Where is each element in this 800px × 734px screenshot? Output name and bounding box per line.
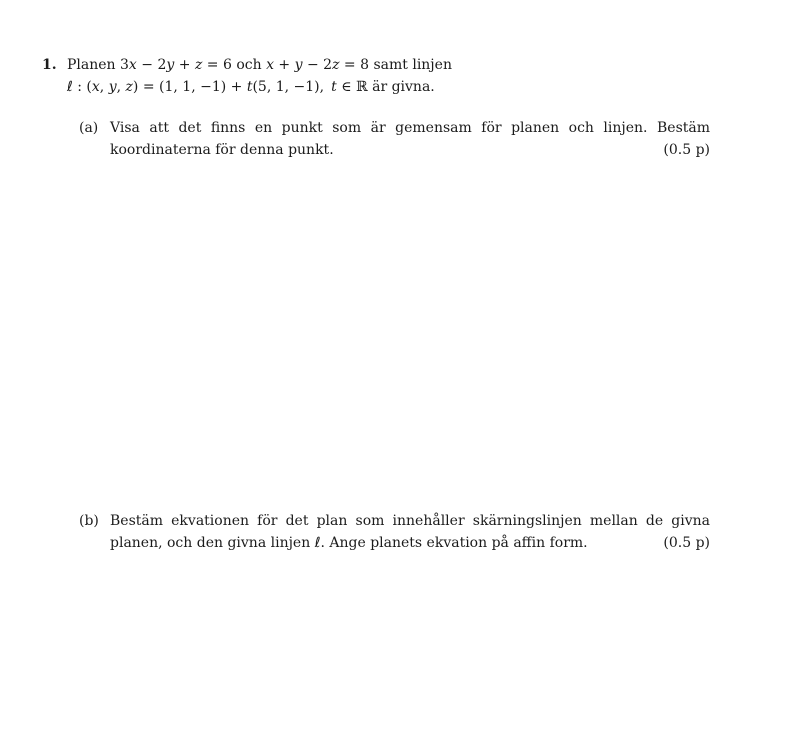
problem-1-intro (42, 54, 452, 98)
part-a (79, 117, 710, 161)
part-a-line-2 (110, 139, 710, 161)
part-b-label: (b) (79, 513, 99, 529)
part-b (79, 510, 710, 554)
problem-number: 1. (42, 57, 57, 73)
problem-statement (67, 54, 452, 98)
part-b-line-1: Bestäm ekvationen för det plan som innehåller skärningslinjen mellan de givna (110, 513, 710, 529)
part-a-points: (0.5 p) (663, 142, 710, 158)
part-b-points: (0.5 p) (663, 535, 710, 551)
part-b-line-2 (110, 532, 710, 554)
problem-statement-line-2: ℓ : (x, y, z) = (1, 1, −1) + t(5, 1, −1), t ∈ ℝ är givna. (67, 79, 435, 95)
part-a-label: (a) (79, 120, 99, 136)
part-a-line-2-text: koordinaterna för denna punkt. (110, 142, 334, 158)
part-b-line-2-text: planen, och den givna linjen ℓ. Ange planets ekvation på affin form. (110, 535, 588, 551)
problem-statement-line-1: Planen 3x − 2y + z = 6 och x + y − 2z = 8 samt linjen (67, 57, 452, 73)
part-b-text (110, 510, 710, 554)
part-a-line-1: Visa att det finns en punkt som är gemensam för planen och linjen. Bestäm (110, 120, 710, 136)
part-a-text (110, 117, 710, 161)
